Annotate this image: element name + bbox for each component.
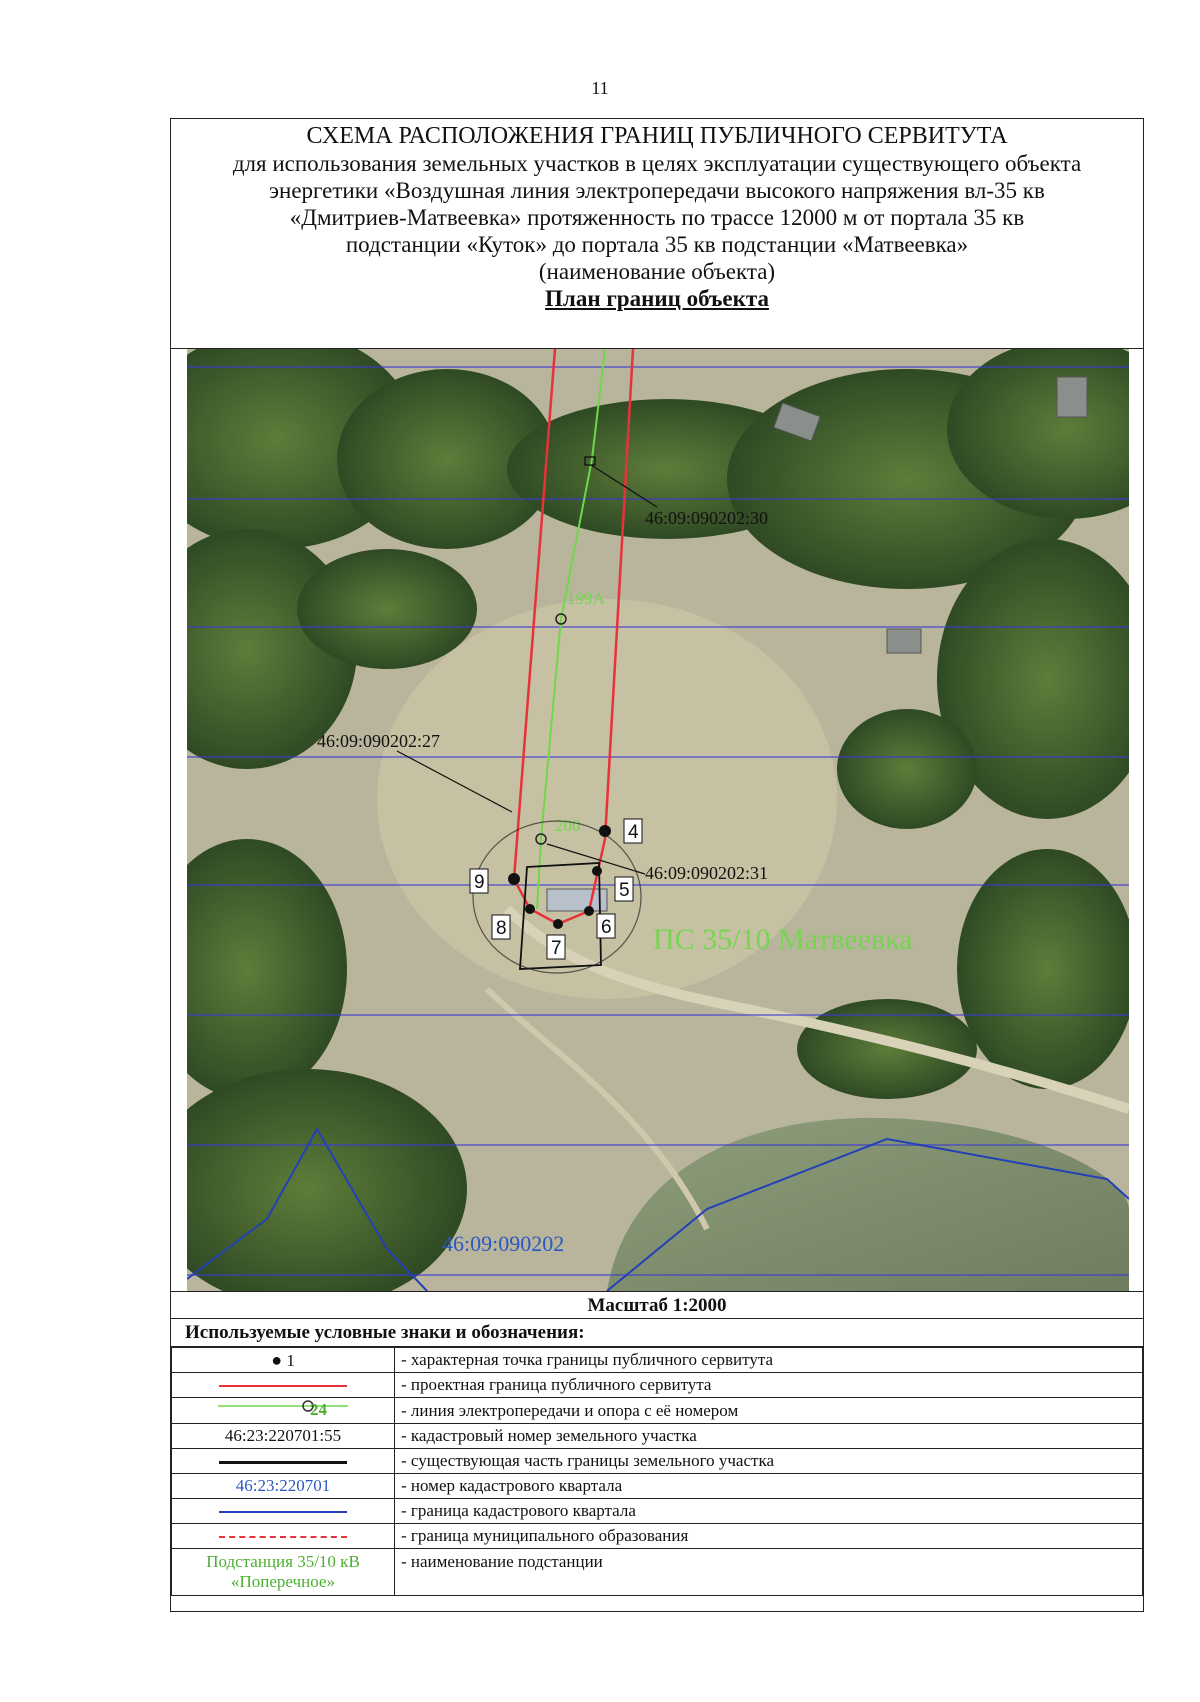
boundary-point-5 — [592, 866, 602, 876]
legend-row — [172, 1424, 1143, 1449]
boundary-point-4 — [599, 825, 611, 837]
legend-row — [172, 1524, 1143, 1549]
boundary-point-8 — [525, 904, 535, 914]
legend-symbol-servitude-line — [172, 1373, 395, 1398]
title-block — [171, 119, 1143, 349]
title-line-5: подстанции «Куток» до портала 35 кв подстанции «Матвеевка» — [345, 232, 969, 257]
legend-row — [172, 1449, 1143, 1474]
point-label-5: 5 — [619, 880, 630, 901]
point-label-7: 7 — [551, 938, 562, 959]
legend-row — [172, 1549, 1143, 1596]
parcel-label-27: 46:09:090202:27 — [317, 731, 441, 751]
legend-desc: - кадастровый номер земельного участка — [395, 1424, 1143, 1449]
pole-label-200: 200 — [555, 816, 581, 835]
title-line-3: энергетики «Воздушная линия электропередачи высокого напряжения вл-35 кв — [269, 178, 1045, 203]
point-label-4: 4 — [628, 822, 639, 843]
legend-desc: - граница кадастрового квартала — [395, 1499, 1143, 1524]
object-name-caption: (наименование объекта) — [538, 259, 776, 284]
legend-symbol-quarter-line — [172, 1499, 395, 1524]
plan-title: План границ объекта — [545, 286, 769, 311]
legend-table — [171, 1347, 1143, 1596]
boundary-point-7 — [553, 919, 563, 929]
legend-row — [172, 1474, 1143, 1499]
legend-substation-line2: «Поперечное» — [231, 1572, 335, 1591]
point-label-9: 9 — [474, 872, 485, 893]
legend-row — [172, 1499, 1143, 1524]
legend-desc: - наименование подстанции — [395, 1549, 1143, 1596]
legend-desc: - проектная граница публичного сервитута — [395, 1373, 1143, 1398]
legend-pole-number: 24 — [310, 1400, 327, 1418]
title-line-4: «Дмитриев-Матвеевка» протяженность по трассе 12000 м от портала 35 кв — [289, 205, 1025, 230]
legend-row — [172, 1373, 1143, 1398]
legend-symbol-point: ● 1 — [172, 1348, 395, 1373]
legend-symbol-cadastral-number: 46:23:220701:55 — [172, 1424, 395, 1449]
scheme-frame — [170, 118, 1144, 1612]
legend-symbol-substation-name — [172, 1549, 395, 1596]
point-label-6: 6 — [601, 917, 612, 938]
legend-symbol-power-line — [172, 1398, 395, 1424]
page-number: 11 — [591, 78, 609, 98]
scale-caption: Масштаб 1:2000 — [171, 1291, 1143, 1319]
legend-row — [172, 1348, 1143, 1373]
legend-desc: - линия электропередачи и опора с её номером — [395, 1398, 1143, 1424]
quarter-label: 46:09:090202 — [442, 1231, 565, 1256]
point-label-8: 8 — [496, 918, 507, 939]
legend-row — [172, 1398, 1143, 1424]
satellite-map — [187, 349, 1129, 1291]
title-line-2: для использования земельных участков в целях эксплуатации существующего объекта — [232, 151, 1082, 176]
parcel-label-30: 46:09:090202:30 — [645, 508, 769, 528]
legend-title: Используемые условные знаки и обозначения: — [171, 1319, 1143, 1347]
legend-symbol-quarter-number: 46:23:220701 — [172, 1474, 395, 1499]
pole-label-199a: 199А — [567, 589, 605, 608]
title-heading: СХЕМА РАСПОЛОЖЕНИЯ ГРАНИЦ ПУБЛИЧНОГО СЕРВИТУТА — [306, 123, 1008, 149]
legend-substation-line1: Подстанция 35/10 кВ — [206, 1552, 360, 1571]
substation-label: ПС 35/10 Матвеевка — [653, 923, 913, 956]
boundary-point-9 — [508, 873, 520, 885]
legend-symbol-parcel-line — [172, 1449, 395, 1474]
legend-desc: - характерная точка границы публичного сервитута — [395, 1348, 1143, 1373]
legend-desc: - граница муниципального образования — [395, 1524, 1143, 1549]
legend-symbol-municipal-line — [172, 1524, 395, 1549]
legend-desc: - существующая часть границы земельного участка — [395, 1449, 1143, 1474]
legend-desc: - номер кадастрового квартала — [395, 1474, 1143, 1499]
parcel-label-31: 46:09:090202:31 — [645, 863, 769, 883]
boundary-point-6 — [584, 906, 594, 916]
